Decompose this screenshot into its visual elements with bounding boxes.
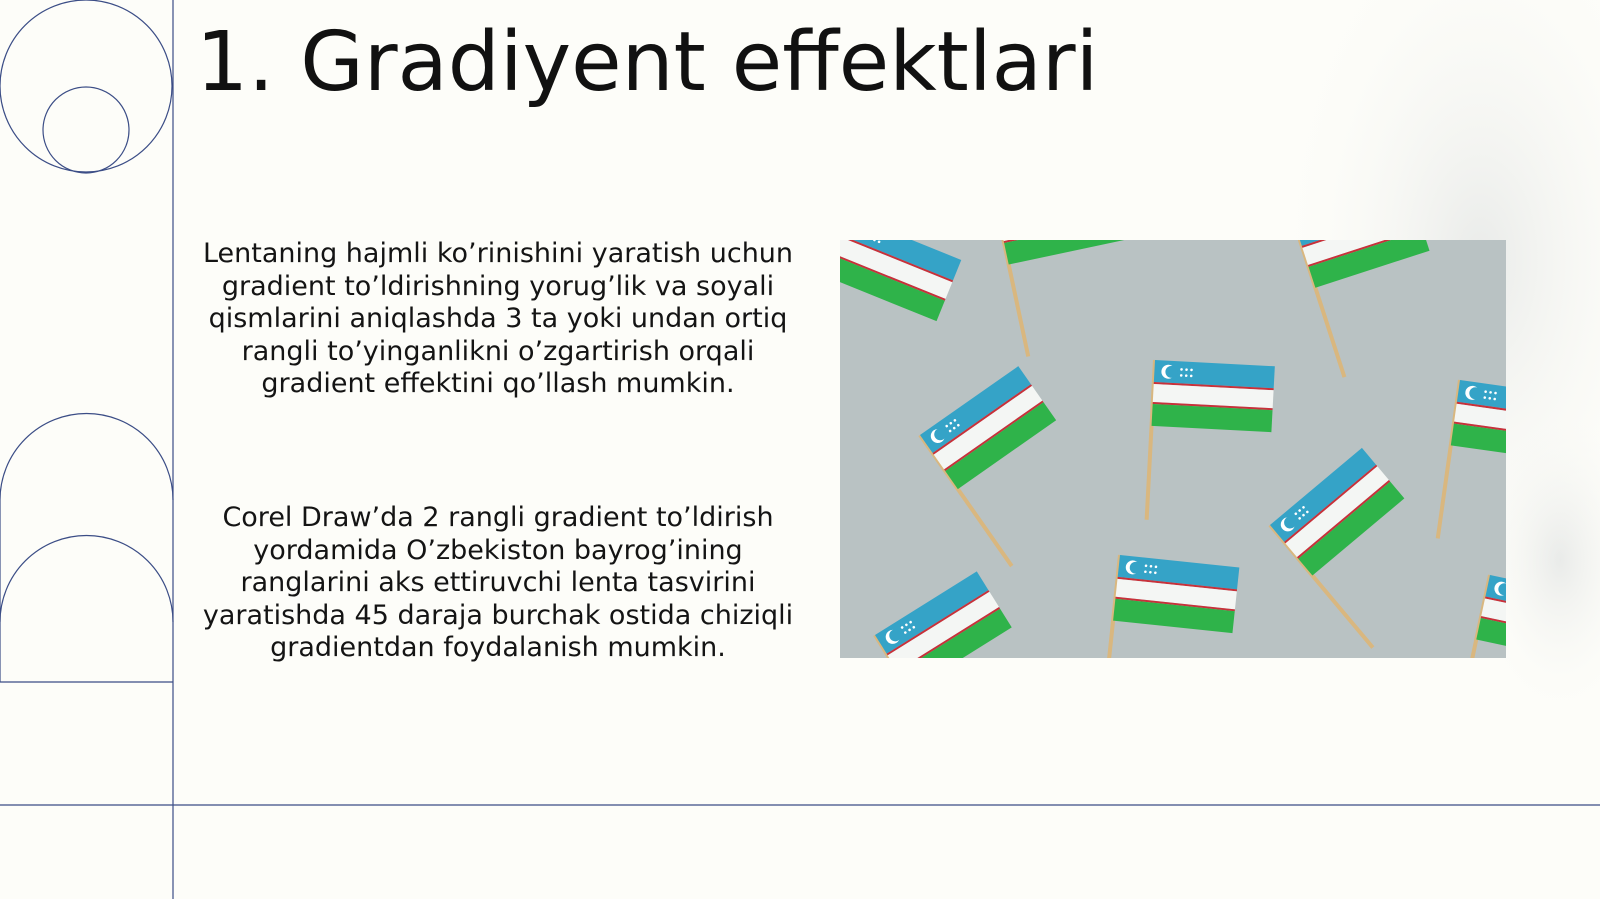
inner-circle xyxy=(43,87,129,173)
outer-circle xyxy=(0,0,172,172)
slide-title: 1. Gradiyent effektlari xyxy=(196,15,1099,110)
body-paragraph-1: Lentaning hajmli ko’rinishini yaratish uchun gradient to’ldirishning yorug’lik va soyali qismlarini aniqlashda 3 ta yoki undan ortiq rangli to’yinganlikni o’zgartirish orqali gradient effektini qo’llash mumkin. xyxy=(202,238,794,399)
flag-toothpicks-photo xyxy=(840,240,1506,658)
uzbekistan-flag-toothpicks-photo xyxy=(840,240,1506,658)
arch-upper xyxy=(0,414,173,501)
arch-lower xyxy=(0,535,173,622)
body-paragraph-2: Corel Draw’da 2 rangli gradient to’ldirish yordamida O’zbekiston bayrog’ining ranglarini aks ettiruvchi lenta tasvirini yaratishda 45 daraja burchak ostida chiziqli gradientdan foydalanish mumkin. xyxy=(202,502,794,663)
